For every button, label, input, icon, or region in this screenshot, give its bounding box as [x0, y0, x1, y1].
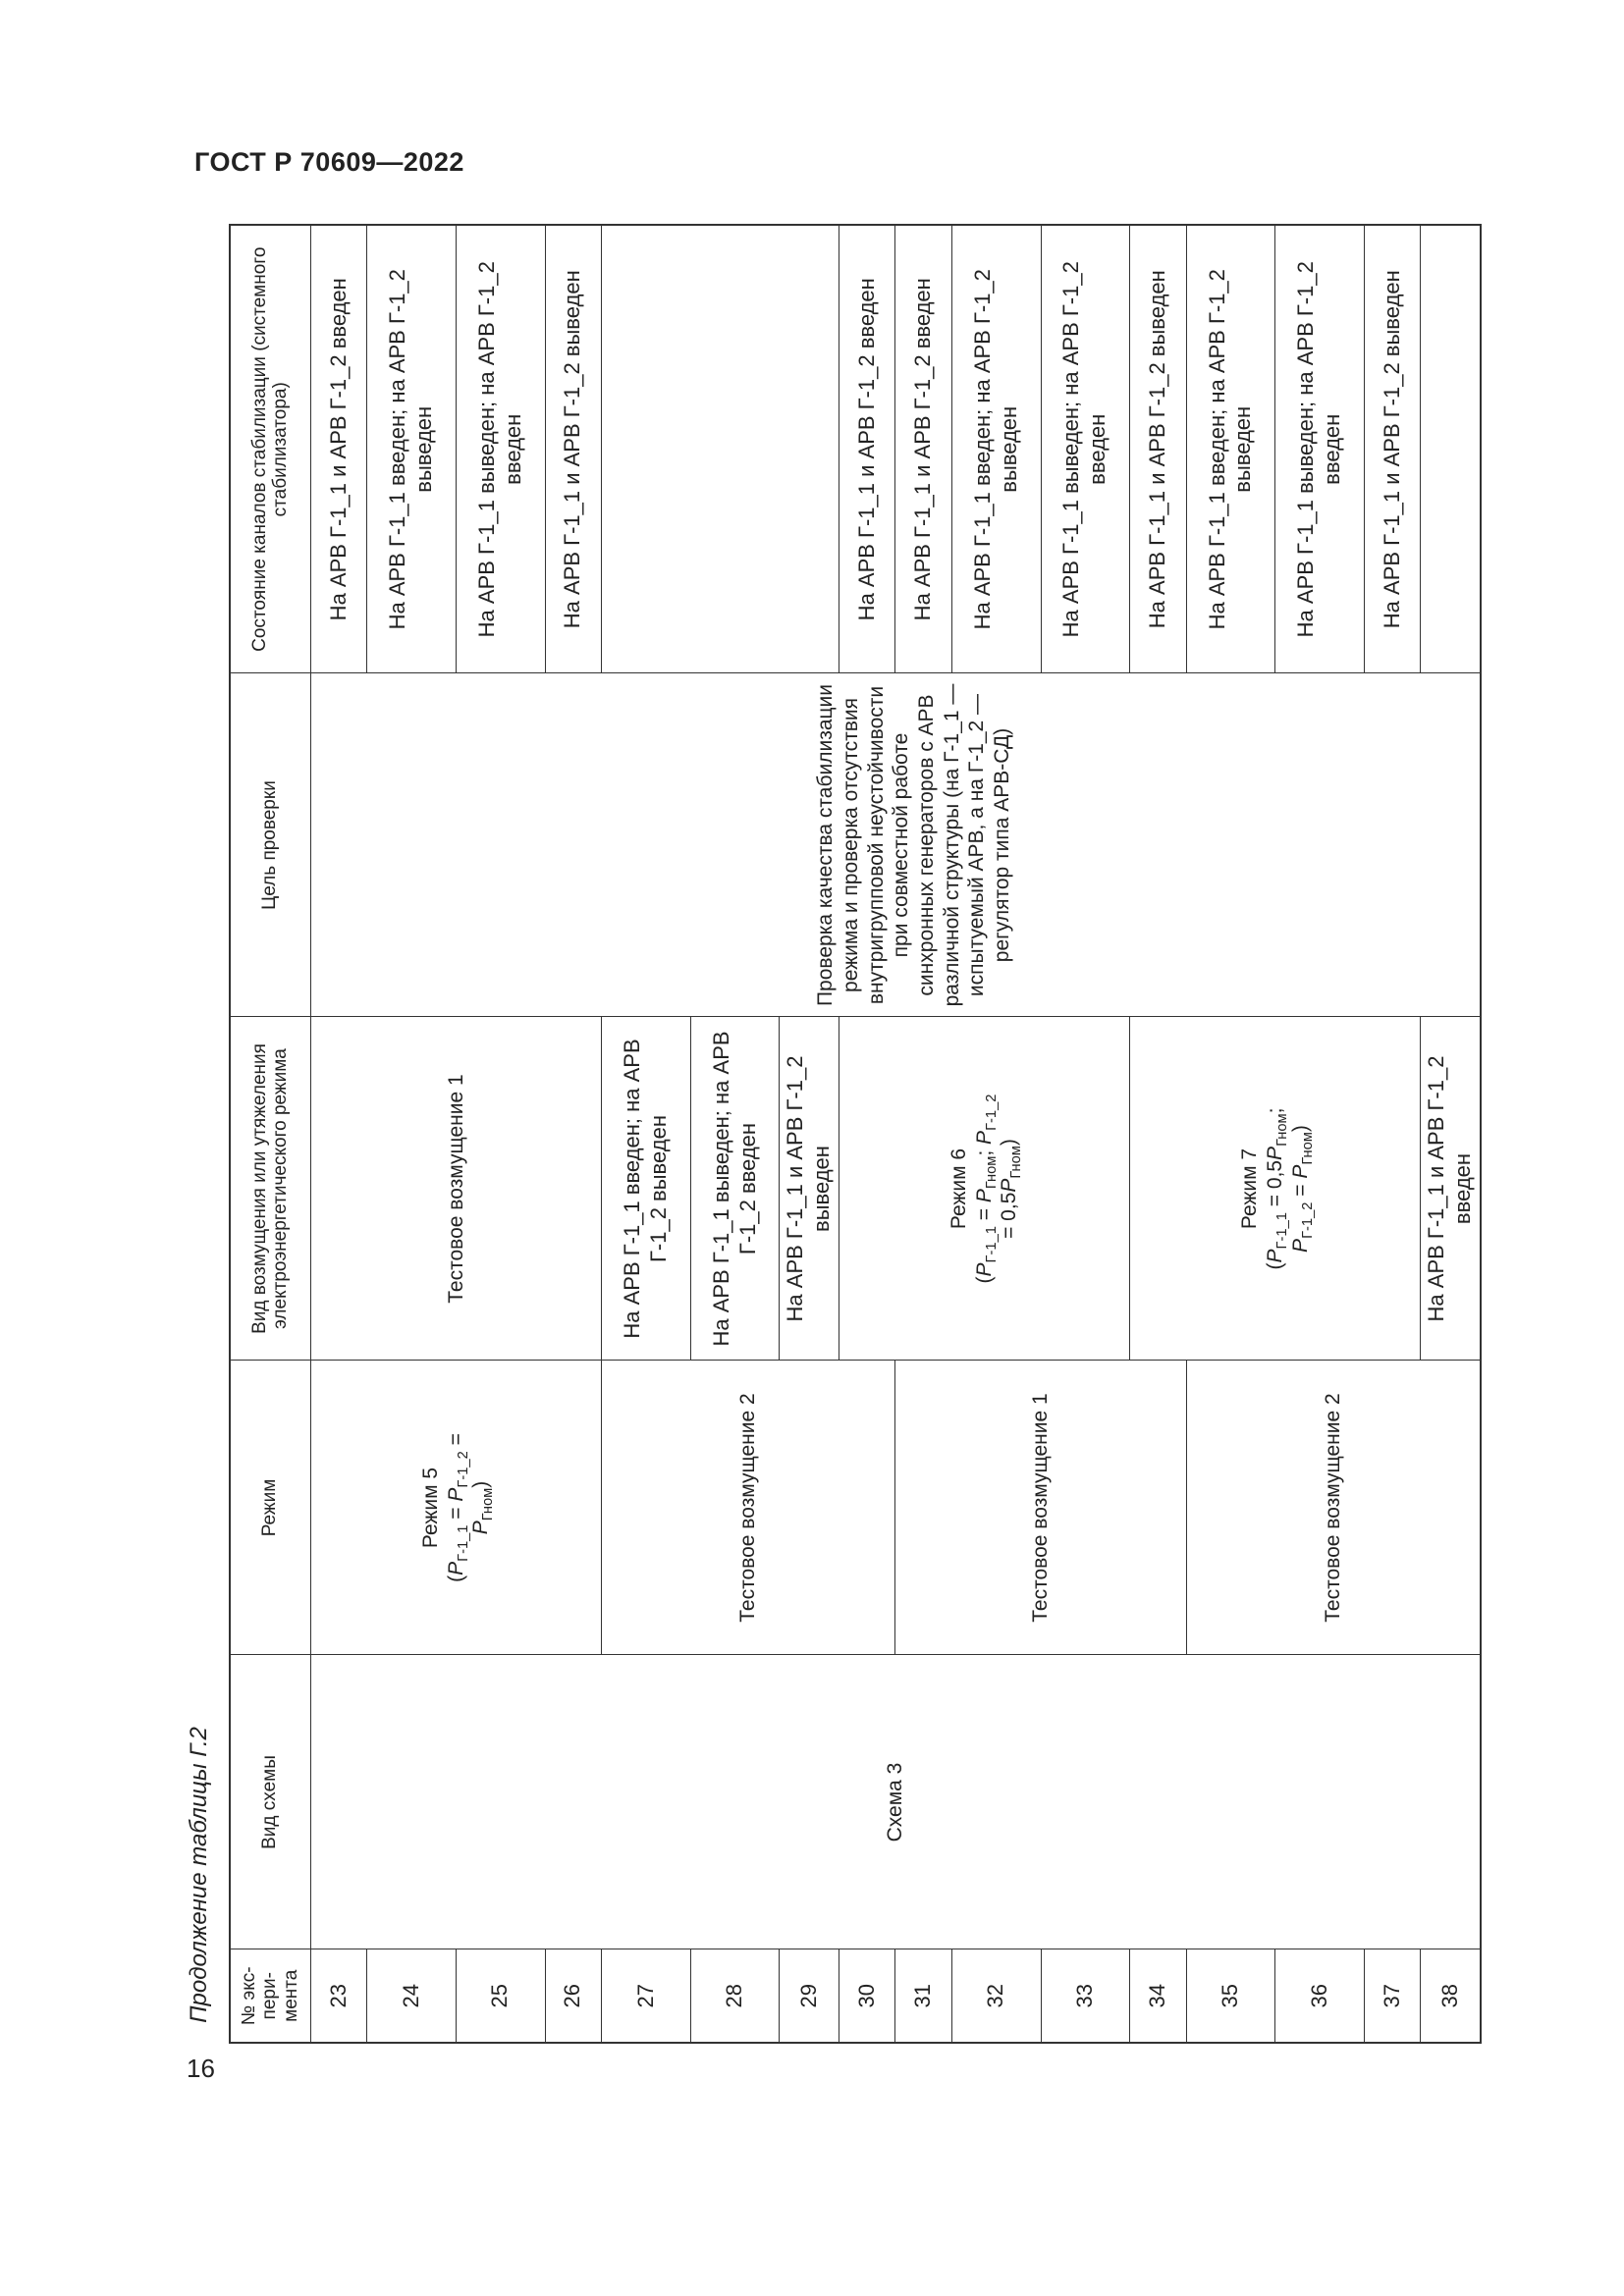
experiment-number: 35	[1186, 1949, 1275, 2043]
table-caption: Продолжение таблицы Г.2	[186, 1727, 212, 2023]
mode-cell-6	[839, 1017, 1129, 1361]
col-header-scheme: Вид схемы	[230, 1655, 310, 1949]
experiment-number: 26	[545, 1949, 602, 2043]
experiment-number: 31	[895, 1949, 952, 2043]
stabilizer-state: На АРВ Г-1_1 и АРВ Г-1_2 выведен	[780, 1017, 839, 1361]
experiment-number: 34	[1130, 1949, 1187, 2043]
experiment-number: 36	[1275, 1949, 1365, 2043]
col-header-mode: Режим	[230, 1361, 310, 1655]
stabilizer-state: На АРВ Г-1_1 и АРВ Г-1_2 выведен	[1364, 225, 1421, 673]
mode-7-formula: ($P_{Г-1\_1} = 0,5P_{Гном}$; $P_{Г-1\_2} = P_{Гном}$)	[1263, 1107, 1316, 1270]
stabilizer-state: На АРВ Г-1_1 выведен; на АРВ Г-1_2 введен	[1041, 225, 1130, 673]
disturbance-cell: Тестовое возмущение 1	[310, 1017, 601, 1361]
stabilizer-state: На АРВ Г-1_1 выведен; на АРВ Г-1_2 введен	[690, 1017, 780, 1361]
document-header: ГОСТ Р 70609—2022	[194, 147, 464, 177]
table-caption-wrapper	[175, 1713, 224, 2037]
table-row	[310, 225, 367, 2043]
stabilizer-state: На АРВ Г-1_1 выведен; на АРВ Г-1_2 введен	[1275, 225, 1365, 673]
experiment-number: 27	[602, 1949, 691, 2043]
col-header-stabilizer-state: Состояние каналов стабилизации (системного стабилизатора)	[230, 225, 310, 673]
disturbance-cell: Тестовое возмущение 2	[1186, 1361, 1481, 1655]
stabilizer-state: На АРВ Г-1_1 и АРВ Г-1_2 введен	[1421, 1017, 1481, 1361]
experiment-number: 38	[1421, 1949, 1481, 2043]
col-header-goal: Цель проверки	[230, 673, 310, 1017]
mode-cell-5	[310, 1361, 601, 1655]
experiment-number: 32	[951, 1949, 1041, 2043]
experiment-number: 24	[367, 1949, 457, 2043]
stabilizer-state: На АРВ Г-1_1 введен; на АРВ Г-1_2 выведен	[1186, 225, 1275, 673]
disturbance-cell: Тестовое возмущение 2	[602, 1361, 895, 1655]
stabilizer-state: На АРВ Г-1_1 и АРВ Г-1_2 введен	[310, 225, 367, 673]
disturbance-cell: Тестовое возмущение 1	[895, 1361, 1186, 1655]
goal-cell: Проверка качества стабилизации режима и проверка отсутствия внутригрупповой неустойчивости при совместной работе синхронных генераторов с АРВ различной структуры (на Г-1_1 — испытуемый АРВ, а на Г-1_2 — регулятор типа АРВ-СД)	[310, 673, 1481, 1017]
stabilizer-state: На АРВ Г-1_1 и АРВ Г-1_2 введен	[895, 225, 952, 673]
experiment-number: 33	[1041, 1949, 1130, 2043]
experiment-number: 30	[839, 1949, 895, 2043]
stabilizer-state: На АРВ Г-1_1 введен; на АРВ Г-1_2 выведен	[602, 1017, 691, 1361]
stabilizer-state: На АРВ Г-1_1 и АРВ Г-1_2 введен	[839, 225, 895, 673]
col-header-disturbance: Вид возмущения или утяжеления электроэнергетического режима	[230, 1017, 310, 1361]
experiment-number: 29	[780, 1949, 839, 2043]
mode-5-name: Режим 5	[419, 1467, 443, 1549]
experiment-number: 37	[1364, 1949, 1421, 2043]
experiment-number: 28	[690, 1949, 780, 2043]
experiment-number: 25	[457, 1949, 546, 2043]
rotated-table-frame	[229, 226, 1482, 2044]
stabilizer-state: На АРВ Г-1_1 введен; на АРВ Г-1_2 выведен	[951, 225, 1041, 673]
experiment-number: 23	[310, 1949, 367, 2043]
continuation-table-g2	[229, 224, 1482, 2044]
stabilizer-state: На АРВ Г-1_1 выведен; на АРВ Г-1_2 введен	[457, 225, 546, 673]
mode-cell-7	[1130, 1017, 1421, 1361]
page-number: 16	[187, 2054, 215, 2083]
table-header-row	[230, 225, 310, 2043]
stabilizer-state: На АРВ Г-1_1 и АРВ Г-1_2 выведен	[1130, 225, 1187, 673]
table-rotator	[229, 226, 1482, 2044]
mode-6-name: Режим 6	[947, 1148, 970, 1230]
scheme-cell: Схема 3	[310, 1655, 1481, 1949]
col-header-experiment-number: № экс-пери-мента	[230, 1949, 310, 2043]
stabilizer-state: На АРВ Г-1_1 введен; на АРВ Г-1_2 выведен	[367, 225, 457, 673]
mode-7-name: Режим 7	[1238, 1148, 1262, 1230]
stabilizer-state: На АРВ Г-1_1 и АРВ Г-1_2 выведен	[545, 225, 602, 673]
mode-6-formula: ($P_{Г-1\_1} = P_{Гном}$; $P_{Г-1\_2}$ = $0,5P_{Гном}$)	[972, 1094, 1025, 1284]
mode-5-formula: ($P_{Г-1\_1} = P_{Г-1\_2}$ = $P_{Гном}$)	[444, 1433, 497, 1582]
